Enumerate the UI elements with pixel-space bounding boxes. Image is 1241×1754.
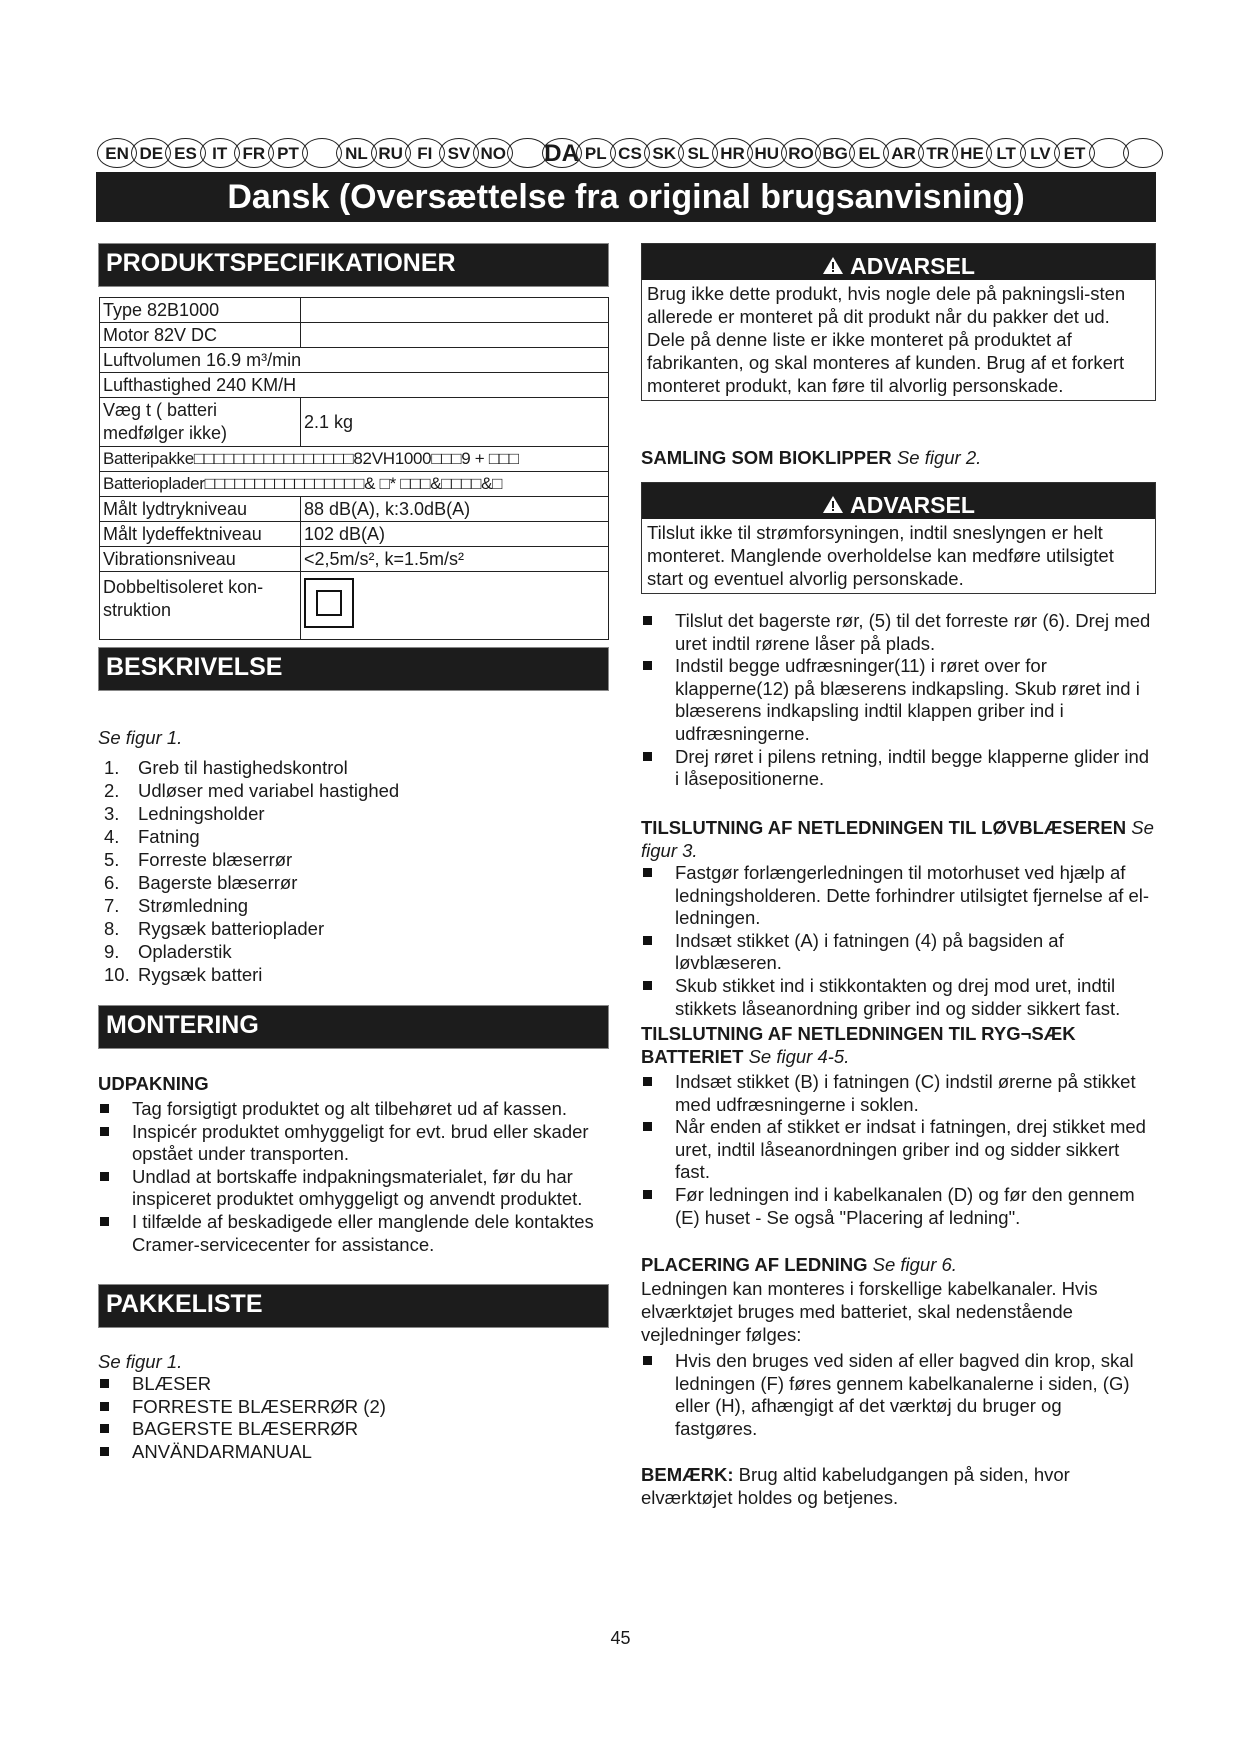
description-item [98,779,598,802]
description-list [98,756,598,986]
language-tab-hu[interactable]: HU [747,138,787,168]
packing-item: BAGERSTE BLÆSERRØR [98,1418,610,1441]
description-heading: BESKRIVELSE [98,647,609,691]
bioclipper-ref: Se figur 2. [896,447,982,468]
spec-value: 102 dB(A) [301,522,609,547]
cord-battery-heading [641,1022,1156,1068]
bioclipper-heading [641,446,981,469]
cord-battery-title: TILSLUTNING AF NETLEDNINGEN TIL RYG¬SÆK BATTERIET [641,1023,1076,1067]
cord-battery-step: Før ledningen ind i kabelkanalen (D) og før den gennem (E) huset - Se også "Placering af ledning". [641,1184,1151,1229]
spec-row-battery-pack [100,447,609,472]
bioclipper-title: SAMLING SOM BIOKLIPPER [641,447,892,468]
warning-box-parts [641,243,1156,401]
item-text: Udløser med variabel hastighed [138,780,400,801]
item-number: 7. [104,895,120,916]
assembly-heading: MONTERING [98,1005,609,1049]
spec-row-vibration [100,547,609,572]
spec-row-weight [100,398,609,447]
language-tab-fr[interactable]: FR [234,138,274,168]
placement-steps [641,1350,1141,1440]
description-item [98,940,598,963]
warning-box-power [641,482,1156,594]
double-insulation-icon [304,578,354,628]
spec-value [301,323,609,348]
description-ref: Se figur 1. [98,727,183,748]
language-tab-he[interactable]: HE [952,138,992,168]
spec-label: Batteripakke□□□□□□□□□□□□□□□□82VH1000□□□9 + □□□ [100,447,609,472]
cord-battery-step: Når enden af stikket er indsat i fatningen, drej stikket med uret, indtil låseanordningen griber ind og sidder sikkert fast. [641,1116,1151,1184]
language-tab-cs[interactable]: CS [610,138,650,168]
warning-title: ADVARSEL [850,253,975,279]
item-text: Forreste blæserrør [138,849,293,870]
description-item [98,963,598,986]
language-tab-pl[interactable]: PL [576,138,616,168]
spec-row-air-speed [100,373,609,398]
item-text: Greb til hastighedskontrol [138,757,348,778]
language-tab-de[interactable]: DE [131,138,171,168]
spec-table [99,297,609,640]
cord-blower-title: TILSLUTNING AF NETLEDNINGEN TIL LØVBLÆSEREN [641,817,1127,838]
language-tab-tr[interactable]: TR [918,138,958,168]
spec-heading: PRODUKTSPECIFIKATIONER [98,243,609,287]
spec-row-sound-power [100,522,609,547]
language-tab-nl[interactable]: NL [336,138,376,168]
note-text: Brug altid kabeludgangen på siden, hvor elværktøjet holdes og betjenes. [641,1464,1070,1508]
bioclipper-step: Indstil begge udfræsninger(11) i røret over for klapperne(12) på blæserens indkapsling. Skub røret ind i blæserens indkapsling indtil klappen griber ind i udfræsningerne. [641,655,1153,745]
spec-label: Væg t ( batteri medfølger ikke) [100,398,301,447]
language-tab-blank[interactable] [1123,138,1163,168]
spec-label: Batterioplader□□□□□□□□□□□□□□□□& □* □□□&□□□□&□ [100,472,609,497]
spec-label: Lufthastighed 240 KM/H [100,373,609,398]
unpacking-item: Tag forsigtigt produktet og alt tilbehøret ud af kassen. [98,1098,610,1121]
page-title: Dansk (Oversættelse fra original brugsanvisning) [96,172,1156,222]
spec-row-sound-pressure [100,497,609,522]
cord-blower-step: Fastgør forlængerledningen til motorhuset ved hjælp af ledningsholderen. Dette forhindrer utilsigtet fjernelse af el-ledningen. [641,862,1157,930]
placement-step: Hvis den bruges ved siden af eller bagved din krop, skal ledningen (F) føres gennem kabelkanalerne i siden, (G) eller (H), afhængigt af det værktøj du bruger og fastgøres. [641,1350,1141,1440]
placement-heading [641,1253,957,1276]
packing-item: BLÆSER [98,1373,610,1396]
item-number: 6. [104,872,120,893]
language-tab-sl[interactable]: SL [678,138,718,168]
unpacking-item: Inspicér produktet omhyggeligt for evt. brud eller skader opstået under transporten. [98,1121,610,1166]
language-tab-hr[interactable]: HR [712,138,752,168]
language-tab-ar[interactable]: AR [883,138,923,168]
spec-value: <2,5m/s², k=1.5m/s² [301,547,609,572]
packing-item: FORRESTE BLÆSERRØR (2) [98,1396,610,1419]
description-item [98,894,598,917]
spec-label: Målt lydtrykniveau [100,497,301,522]
description-item [98,917,598,940]
spec-row-charger [100,472,609,497]
spec-row-motor [100,323,609,348]
warning-text: Tilslut ikke til strømforsyningen, indtil sneslyngen er helt monteret. Manglende overholdelse kan medføre utilsigtet start og eventuel alvorlig personskade. [647,522,1114,589]
spec-label: Motor 82V DC [100,323,301,348]
spec-row-double-insulated [100,572,609,640]
language-tab-da[interactable]: DA [542,138,582,168]
bioclipper-step: Drej røret i pilens retning, indtil begge klapperne glider ind i låsepositionerne. [641,746,1153,791]
item-text: Bagerste blæserrør [138,872,298,893]
cord-battery-steps [641,1071,1151,1229]
cord-battery-step: Indsæt stikket (B) i fatningen (C) indstil ørerne på stikket med udfræsningerne i soklen. [641,1071,1151,1116]
language-tab-fi[interactable]: FI [405,138,445,168]
item-text: Rygsæk batterioplader [138,918,325,939]
placement-title: PLACERING AF LEDNING [641,1254,868,1275]
item-text: Opladerstik [138,941,232,962]
language-tab-sk[interactable]: SK [644,138,684,168]
item-number: 3. [104,803,120,824]
spec-label: Type 82B1000 [100,298,301,323]
spec-label: Dobbeltisoleret kon-struktion [100,572,301,640]
item-number: 5. [104,849,120,870]
description-item [98,871,598,894]
cord-blower-step: Skub stikket ind i stikkontakten og drej mod uret, indtil stikkets låseanordning griber ind og sidder sikkert fast. [641,975,1157,1020]
page-number: 45 [610,1628,631,1648]
language-tab-et[interactable]: ET [1054,138,1094,168]
description-item [98,756,598,779]
cord-blower-step: Indsæt stikket (A) i fatningen (4) på bagsiden af løvblæseren. [641,930,1157,975]
placement-intro: Ledningen kan monteres i forskellige kabelkanaler. Hvis elværktøjet bruges med batteriet, skal nedenstående vejledninger følges: [641,1278,1098,1345]
language-tab-ro[interactable]: RO [781,138,821,168]
item-number: 4. [104,826,120,847]
note-label: BEMÆRK: [641,1464,734,1485]
warning-text: Brug ikke dette produkt, hvis nogle dele på pakningsli-sten allerede er monteret på dit produkt når du pakker det ud. Dele på denne liste er ikke monteret på produktet af fabrikanten, og skal monteres af kunden. Brug af et forkert monteret produkt, kan føre til alvorlig personskade. [647,283,1126,396]
item-number: 8. [104,918,120,939]
packing-item: ANVÄNDARMANUAL [98,1441,610,1464]
language-tab-bg[interactable]: BG [815,138,855,168]
description-item [98,802,598,825]
packing-list [98,1373,610,1463]
warning-title: ADVARSEL [850,492,975,518]
spec-value: 88 dB(A), k:3.0dB(A) [301,497,609,522]
warning-header [642,483,1155,519]
note [641,1463,1141,1509]
spec-label: Målt lydeffektniveau [100,522,301,547]
cord-battery-ref: Se figur 4-5. [748,1046,850,1067]
packing-ref: Se figur 1. [98,1351,183,1372]
cord-blower-steps [641,862,1157,1020]
language-tab-pt[interactable]: PT [268,138,308,168]
bioclipper-steps [641,610,1153,791]
language-tab-it[interactable]: IT [200,138,240,168]
warning-header [642,244,1155,280]
item-number: 1. [104,757,120,778]
spec-row-air-volume [100,348,609,373]
language-tab-es[interactable]: ES [165,138,205,168]
spec-value [301,298,609,323]
spec-label: Vibrationsniveau [100,547,301,572]
language-tab-el[interactable]: EL [849,138,889,168]
cord-blower-ref: Se figur 3. [641,817,1154,861]
item-text: Strømledning [138,895,249,916]
item-text: Fatning [138,826,200,847]
item-text: Rygsæk batteri [138,964,263,985]
item-number: 2. [104,780,120,801]
placement-ref: Se figur 6. [872,1254,957,1275]
language-tab-en[interactable]: EN [97,138,137,168]
unpacking-list [98,1098,610,1256]
description-item [98,825,598,848]
description-item [98,848,598,871]
cord-blower-heading [641,816,1156,862]
spec-label: Luftvolumen 16.9 m³/min [100,348,609,373]
language-strip [97,138,1157,170]
language-tab-lt[interactable]: LT [986,138,1026,168]
spec-value: 2.1 kg [301,398,609,447]
spec-value [301,572,609,640]
unpacking-title: UDPAKNING [98,1073,209,1094]
language-tab-ru[interactable]: RU [371,138,411,168]
item-text: Ledningsholder [138,803,265,824]
language-tab-no[interactable]: NO [473,138,513,168]
unpacking-item: I tilfælde af beskadigede eller manglende dele kontaktes Cramer-servicecenter for assistance. [98,1211,610,1256]
spec-row-type [100,298,609,323]
language-tab-sv[interactable]: SV [439,138,479,168]
item-number: 9. [104,941,120,962]
language-tab-lv[interactable]: LV [1020,138,1060,168]
item-number: 10. [104,964,130,985]
bioclipper-step: Tilslut det bagerste rør, (5) til det forreste rør (6). Drej med uret indtil rørene låser på plads. [641,610,1153,655]
packing-heading: PAKKELISTE [98,1284,609,1328]
unpacking-item: Undlad at bortskaffe indpakningsmaterialet, før du har inspiceret produktet omhyggeligt og anvendt produktet. [98,1166,610,1211]
